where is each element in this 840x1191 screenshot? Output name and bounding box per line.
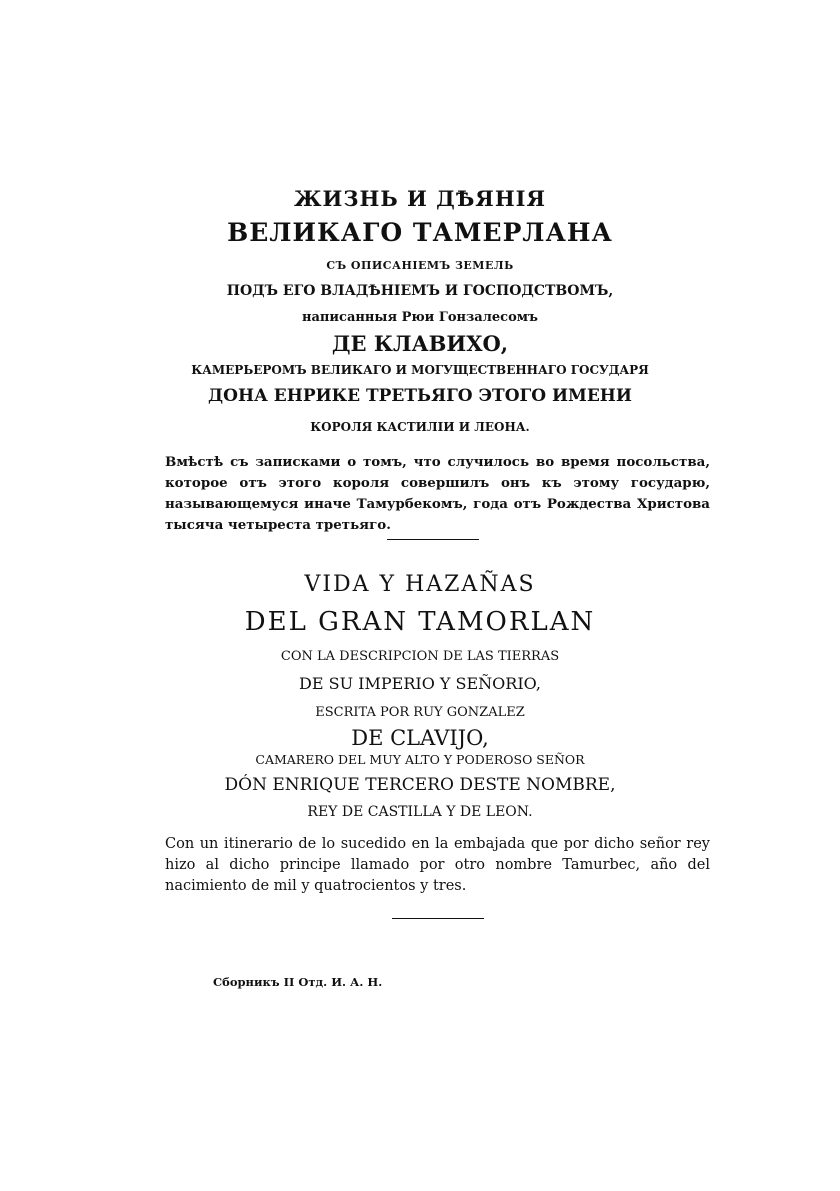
ru-paragraph: Вмѣстѣ съ записками о томъ, что случилось во время посольства, которое отъ этого короля совершилъ онъ къ этому государю, называющемуся иначе Тамурбекомъ, года отъ Рождества Христова тысяча четыреста третьяго. <box>165 454 710 533</box>
es-chamberlain-line: CAMARERO DEL MUY ALTO Y PODEROSO SEÑOR <box>255 752 585 767</box>
ru-king-name: ДОНА ЕНРИКЕ ТРЕТЬЯГО ЭТОГО ИМЕНИ <box>208 386 632 406</box>
divider-rule-1 <box>387 539 479 540</box>
ru-king-title: КОРОЛЯ КАСТИЛІИ И ЛЕОНА. <box>310 420 530 434</box>
es-king-title: REY DE CASTILLA Y DE LEON. <box>307 804 533 820</box>
es-author-line: ESCRITA POR RUY GONZALEZ <box>315 705 525 720</box>
ru-author-name: ДЕ КЛАВИХО, <box>331 331 509 356</box>
divider-rule-2 <box>392 918 484 919</box>
es-subtitle-line-3: CON LA DESCRIPCION DE LAS TIERRAS <box>280 649 560 664</box>
es-title-line-1: VIDA Y HAZAÑAS <box>304 572 536 597</box>
es-title-line-2: DEL GRAN TAMORLAN <box>244 607 596 637</box>
es-author-name: DE CLAVIJO, <box>351 726 489 750</box>
es-king-name: DÓN ENRIQUE TERCERO DESTE NOMBRE, <box>224 775 616 795</box>
ru-author-line: написанныя Рюи Гонзалесомъ <box>301 310 539 325</box>
es-paragraph: Con un itinerario de lo sucedido en la embajada que por dicho señor rey hizo al dicho principe llamado por otro nombre Tamurbec, año del nacimiento de mil y quatrocientos y tres. <box>165 836 710 894</box>
ru-subtitle-line-4: ПОДЪ ЕГО ВЛАДѢНІЕМЪ И ГОСПОДСТВОМЪ, <box>226 283 614 299</box>
signature-mark: Сборникъ II Отд. И. А. Н. <box>213 975 383 989</box>
ru-title-line-2: ВЕЛИКАГО ТАМЕРЛАНА <box>227 218 613 247</box>
ru-title-line-1: ЖИЗНЬ И ДѢЯНІЯ <box>293 186 547 211</box>
es-subtitle-line-4: DE SU IMPERIO Y SEÑORIO, <box>299 674 541 693</box>
ru-subtitle-line-3: СЪ ОПИСАНІЕМЪ ЗЕМЕЛЬ <box>326 259 514 272</box>
ru-chamberlain-line: КАМЕРЬЕРОМЪ ВЕЛИКАГО И МОГУЩЕСТВЕННАГО ГОСУДАРЯ <box>191 363 649 377</box>
